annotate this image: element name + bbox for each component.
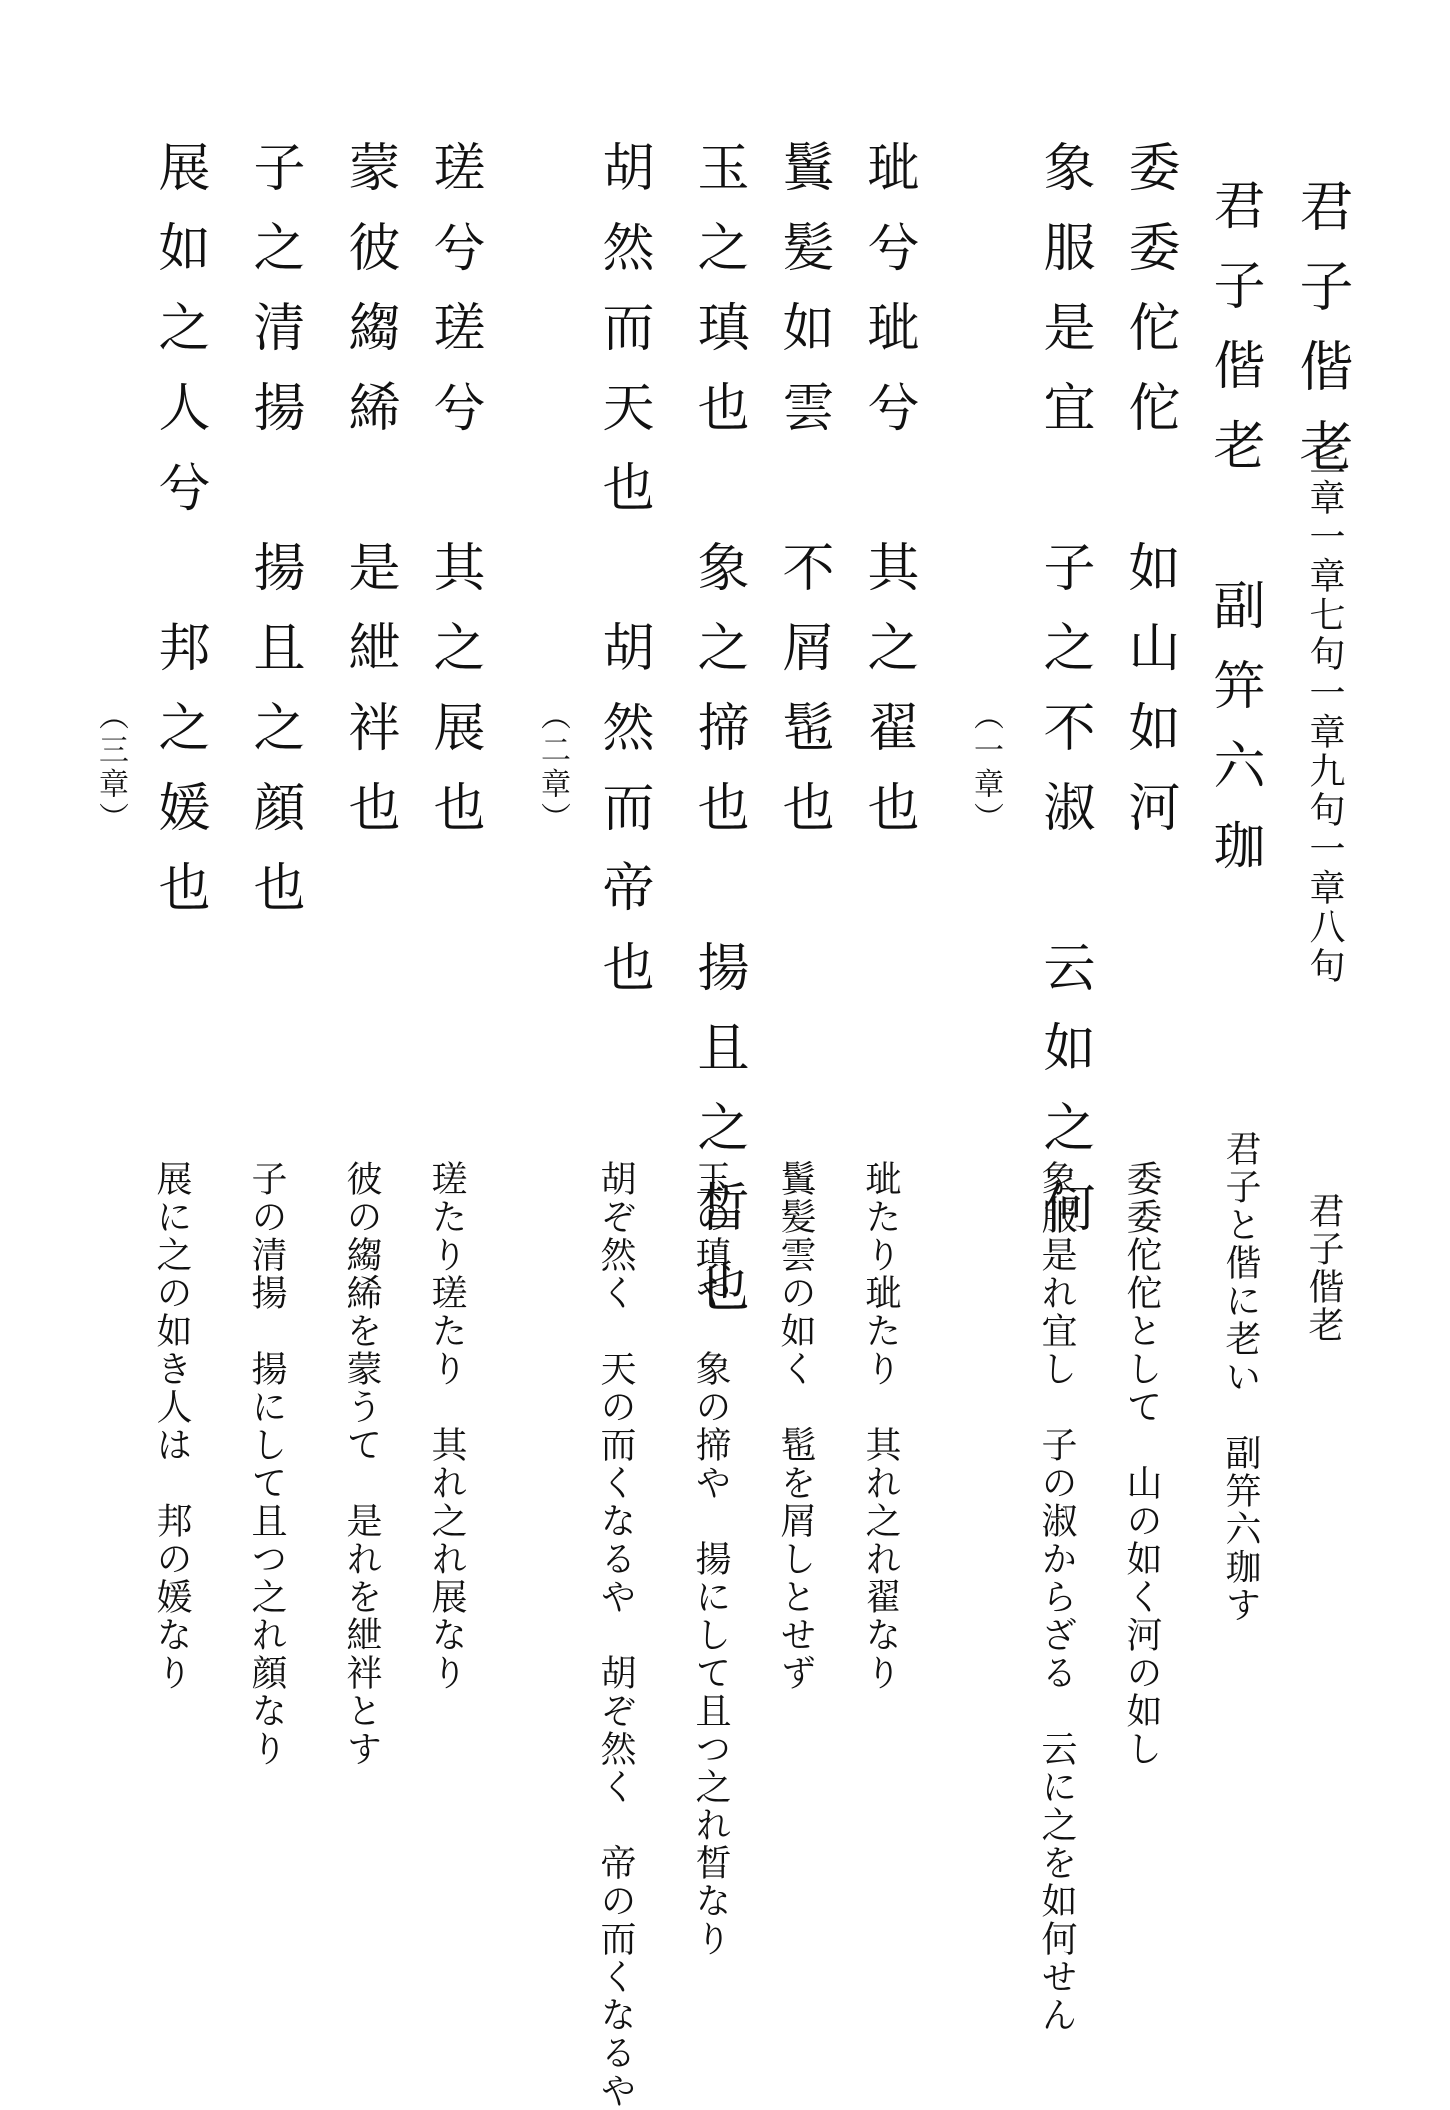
stanza-1-line-1: 君子偕老 副笄六珈 xyxy=(1204,178,1264,898)
reading-line-8: 瑳たり瑳たり 其れ之れ展なり xyxy=(426,1160,467,1692)
stanza-2-label: （二章） xyxy=(535,700,570,836)
stanza-2-line-3: 玉之瑱也 象之揥也 揚且之晳也 xyxy=(688,140,748,1340)
stanza-3-label: （三章） xyxy=(93,700,128,836)
reading-line-9: 彼の縐絺を蒙うて 是れを紲袢とす xyxy=(341,1160,382,1768)
stanza-2-line-1: 玼兮玼兮 其之翟也 xyxy=(858,140,918,860)
reading-line-6: 玉の瑱や 象の揥や 揚にして且つ之れ晳なり xyxy=(690,1160,731,1958)
reading-line-1: 君子と偕に老い 副笄六珈す xyxy=(1220,1130,1261,1624)
stanza-3-line-2: 蒙彼縐絺 是紲袢也 xyxy=(339,140,399,860)
reading-title: 君子偕老 xyxy=(1303,1192,1344,1344)
reading-line-7: 胡ぞ然く 天の而くなるや 胡ぞ然く 帝の而くなるや xyxy=(595,1160,636,2110)
reading-line-5: 鬒髪雲の如く 髢を屑しとせず xyxy=(775,1160,816,1692)
stanza-2-line-2: 鬒髪如雲 不屑髢也 xyxy=(773,140,833,860)
reading-line-10: 子の清揚 揚にして且つ之れ顔なり xyxy=(246,1160,287,1768)
reading-line-4: 玼たり玼たり 其れ之れ翟なり xyxy=(860,1160,901,1692)
reading-line-11: 展に之の如き人は 邦の媛なり xyxy=(151,1160,192,1692)
stanza-1-label: （一章） xyxy=(968,700,1003,836)
reading-line-3: 象服是れ宜し 子の淑からざる 云に之を如何せん xyxy=(1036,1160,1077,2034)
poem-title: 君子偕老 xyxy=(1291,178,1354,498)
poem-subtitle: 三章一章七句一章九句一章八句 xyxy=(1304,440,1345,986)
stanza-1-line-3: 象服是宜 子之不淑 云如之何 xyxy=(1034,140,1094,1260)
stanza-2-line-4: 胡然而天也 胡然而帝也 xyxy=(593,140,653,1020)
reading-line-2: 委委佗佗として 山の如く河の如し xyxy=(1121,1160,1162,1768)
stanza-3-line-3: 子之清揚 揚且之顔也 xyxy=(244,140,304,940)
stanza-3-line-1: 瑳兮瑳兮 其之展也 xyxy=(424,140,484,860)
stanza-3-line-4: 展如之人兮 邦之媛也 xyxy=(149,140,209,940)
stanza-1-line-2: 委委佗佗 如山如河 xyxy=(1119,140,1179,860)
